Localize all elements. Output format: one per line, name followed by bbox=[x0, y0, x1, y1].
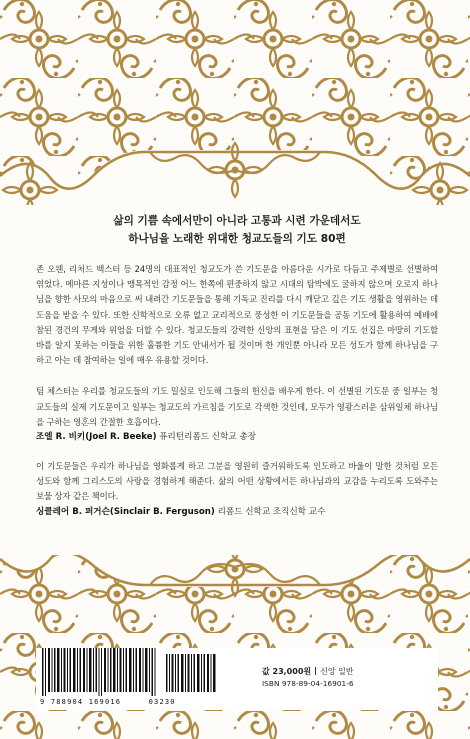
endorsement-2 bbox=[36, 459, 438, 520]
endorsement-quote: 팀 체스터는 우리를 청교도들의 기도 밀실로 인도해 그들의 헌신을 배우게 한다. 이 선별된 기도문 중 일부는 청교도들의 실제 기도문이고 일부는 청교도의 가르침을 기도로 각색한 것인데, 모두가 영광스러운 삼위일체 하나님을 구하는 영혼의 간절한 호흡이다. bbox=[36, 386, 438, 427]
separator bbox=[315, 667, 316, 675]
top-ornament-border bbox=[0, 0, 470, 205]
endorser-title: 리폼드 신학교 조직신학 교수 bbox=[217, 506, 326, 517]
back-cover-text bbox=[36, 212, 438, 534]
price-label: 값 23,000원 bbox=[262, 667, 312, 676]
barcode-panel bbox=[36, 648, 438, 710]
endorsement-attribution bbox=[36, 505, 438, 520]
isbn-number: ISBN 978-89-04-16901-6 bbox=[262, 679, 354, 688]
bottom-ornament-border bbox=[0, 555, 470, 739]
barcode-digits bbox=[40, 698, 240, 706]
endorser-name: 조엘 R. 비키(Joel R. Beeke) bbox=[36, 432, 157, 443]
endorser-name: 싱클레어 B. 퍼거슨(Sinclair B. Ferguson) bbox=[36, 506, 215, 517]
isbn-barcode bbox=[40, 648, 240, 698]
book-description: 존 오웬, 리처드 백스터 등 24명의 대표적인 청교도가 쓴 기도문을 아름다운 시가로 다듬고 주제별로 선별하여 엮었다. 메마른 지성이나 맹목적인 감정 어느 한쪽에 편중하지 않고 시대의 탐박에도 굴하지 않으며 오로지 하나님을 향한 사모의 마음으로 써 내려간 기도문들을 통해 기독교 진리를 다시 깨닫고 깊은 기도 생활을 영위하는 데 도움을 받을 수 있다. 또한 신학적으로 오류 없고 교리적으로 풍성한 이 기도문들을 공동 기도에 활용하여 예배에 참된 경건의 무게와 위엄을 더할 수 있다. 청교도들의 강력한 신앙의 표현을 담은 이 기도 선집은 마땅히 기도할 바를 알지 못하는 이들을 위한 훌륭한 기도 안내서가 될 것이며 한 개인뿐 아니라 모든 성도가 함께 하나님을 구하고 아는 데 참여하는 일에 매우 유용할 것이다. bbox=[36, 264, 438, 366]
endorsement-1 bbox=[36, 384, 438, 445]
endorsement-quote: 이 기도문들은 우리가 하나님을 영화롭게 하고 그분을 영원히 즐거워하도록 인도하고 바울이 말한 것처럼 모든 성도와 함께 그리스도의 사랑을 경험하게 해준다. 삶의 어떤 상황에서든 하나님과의 교감을 누리도록 도와주는 보물 상자 같은 책이다. bbox=[36, 461, 438, 502]
headline bbox=[36, 212, 438, 248]
headline-line-1: 삶의 기쁨 속에서만이 아니라 고통과 시련 가운데서도 bbox=[113, 215, 361, 227]
price-line bbox=[262, 666, 354, 678]
barcode-main-digits: 9 788904 169016 bbox=[40, 698, 122, 706]
headline-line-2: 하나님을 노래한 위대한 청교도들의 기도 80편 bbox=[128, 233, 346, 245]
barcode-addon-digits: 03230 bbox=[148, 698, 176, 706]
price-area bbox=[262, 666, 354, 690]
endorser-title: 퓨리턴리폼드 신학교 총장 bbox=[159, 432, 257, 443]
category-label: 신앙 일반 bbox=[320, 667, 354, 676]
endorsement-attribution bbox=[36, 430, 438, 445]
